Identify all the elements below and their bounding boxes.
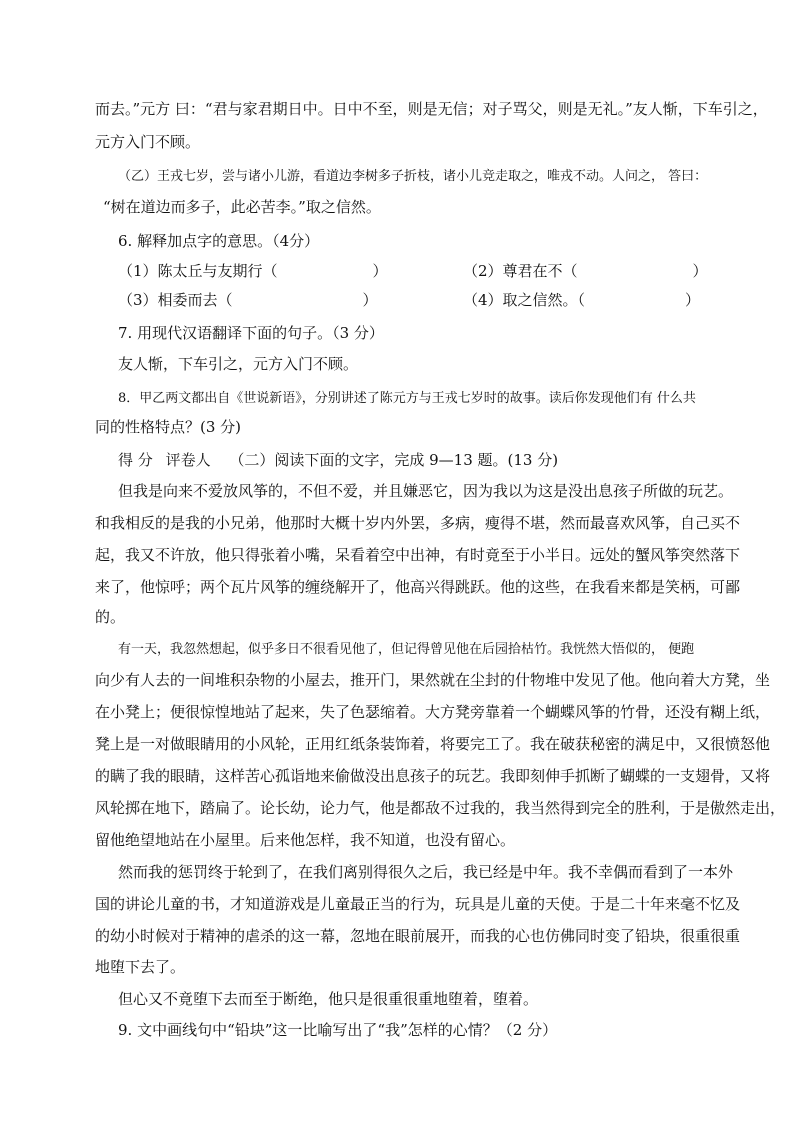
passage-line: 来了，他惊呼；两个瓦片风筝的缠绕解开了，他高兴得跳跃。他的这些，在我看来都是笑柄，可鄙 xyxy=(95,578,741,596)
passage-line: 的瞒了我的眼睛，这样苦心孤诣地来偷做没出息孩子的玩艺。我即刻伸手抓断了蝴蝶的一支翅骨，又将 xyxy=(95,767,771,785)
text-line: “树在道边而多子，此必苦李。”取之信然。 xyxy=(103,198,381,216)
passage-line: 和我相反的是我的小兄弟，他那时大概十岁内外罢，多病，瘦得不堪，然而最喜欢风筝，自己买不 xyxy=(95,514,741,532)
grader-label: 评卷人 xyxy=(165,451,211,469)
passage-line: 凳上是一对做眼睛用的小风轮，正用红纸条装饰着，将要完工了。我在破获秘密的满足中，又很愤怒他 xyxy=(95,735,771,753)
passage-line: 地堕下去了。 xyxy=(95,958,186,976)
passage-line: 在小凳上；便很惊惶地站了起来，失了色瑟缩着。大方凳旁靠着一个蝴蝶风筝的竹骨，还没有糊上纸， xyxy=(95,703,771,721)
section-2-title: （二）阅读下面的文字，完成 9—13 题。(13 分) xyxy=(229,451,559,469)
passage-line: 留他绝望地站在小屋里。后来他怎样，我不知道，也没有留心。 xyxy=(95,831,516,849)
passage-line: 起，我又不许放，他只得张着小嘴，呆看着空中出神，有时竟至于小半日。远处的蟹风筝突然落下 xyxy=(95,546,741,564)
question-7-sentence: 友人惭，下车引之，元方入门不顾。 xyxy=(118,355,359,373)
score-label: 得 分 xyxy=(118,451,153,469)
q6-item-3-label: （3）相委而去（ xyxy=(118,291,233,309)
passage-line: 风轮掷在地下，踏扁了。论长幼，论力气，他是都敌不过我的，我当然得到完全的胜利，于是傲然走出， xyxy=(95,799,786,817)
q6-item-1 xyxy=(118,260,388,281)
q6-item-4-label: （4）取之信然。（ xyxy=(463,291,586,309)
q6-item-1-close: ） xyxy=(372,262,388,280)
question-6-title: 6. 解释加点字的意思。（4分） xyxy=(118,232,320,250)
passage-line: 的。 xyxy=(95,608,126,626)
passage-line: 有一天，我忽然想起，似乎多日不很看见他了，但记得曾见他在后园拾枯竹。我恍然大悟似的， 便跑 xyxy=(118,642,695,657)
q6-item-2 xyxy=(463,260,708,281)
text-line: 元方入门不顾。 xyxy=(95,133,201,151)
q6-item-2-label: （2）尊君在不（ xyxy=(463,262,578,280)
q6-item-1-label: （1）陈太丘与友期行（ xyxy=(118,262,278,280)
q6-item-4-close: ） xyxy=(685,291,701,309)
q6-item-4 xyxy=(463,289,700,310)
passage-line: 向少有人去的一间堆积杂物的小屋去，推开门，果然就在尘封的什物堆中发见了他。他向着大方凳，坐 xyxy=(95,671,771,689)
question-7-title: 7. 用现代汉语翻译下面的句子。（3 分） xyxy=(118,324,384,342)
q6-item-2-close: ） xyxy=(692,262,708,280)
passage-line: 但心又不竟堕下去而至于断绝，他只是很重很重地堕着，堕着。 xyxy=(118,990,539,1008)
passage-line: 的幼小时候对于精神的虐杀的这一幕，忽地在眼前展开，而我的心也仿佛同时变了铅块，很重很重 xyxy=(95,927,741,945)
q6-item-3 xyxy=(118,289,378,310)
section-2-heading xyxy=(118,449,566,470)
text-line: 而去。”元方 曰：“君与家君期日中。日中不至，则是无信；对子骂父，则是无礼。”友人惭，下车引之， xyxy=(95,100,768,118)
passage-line: 但我是向来不爱放风筝的，不但不爱，并且嫌恶它，因为我以为这是没出息孩子所做的玩艺。 xyxy=(118,482,734,500)
question-9-title: 9. 文中画线句中“铅块”这一比喻写出了“我”怎样的心情？（2 分） xyxy=(118,1021,558,1039)
passage-line: 国的讲论儿童的书，才知道游戏是儿童最正当的行为，玩具是儿童的天使。于是二十年来毫不忆及 xyxy=(95,895,741,913)
question-8-line-2: 同的性格特点？(3 分) xyxy=(95,418,242,436)
question-8-line-1: 8．甲乙两文都出自《世说新语》，分别讲述了陈元方与王戎七岁时的故事。读后你发现他们有 什么共 xyxy=(118,391,696,406)
q6-item-3-close: ） xyxy=(362,291,378,309)
passage-line: 然而我的惩罚终于轮到了，在我们离别得很久之后，我已经是中年。我不幸偶而看到了一本外 xyxy=(118,863,734,881)
text-line: （乙）王戎七岁，尝与诸小儿游，看道边李树多子折枝，诸小儿竞走取之，唯戎不动。人问之， 答曰： xyxy=(118,169,708,184)
